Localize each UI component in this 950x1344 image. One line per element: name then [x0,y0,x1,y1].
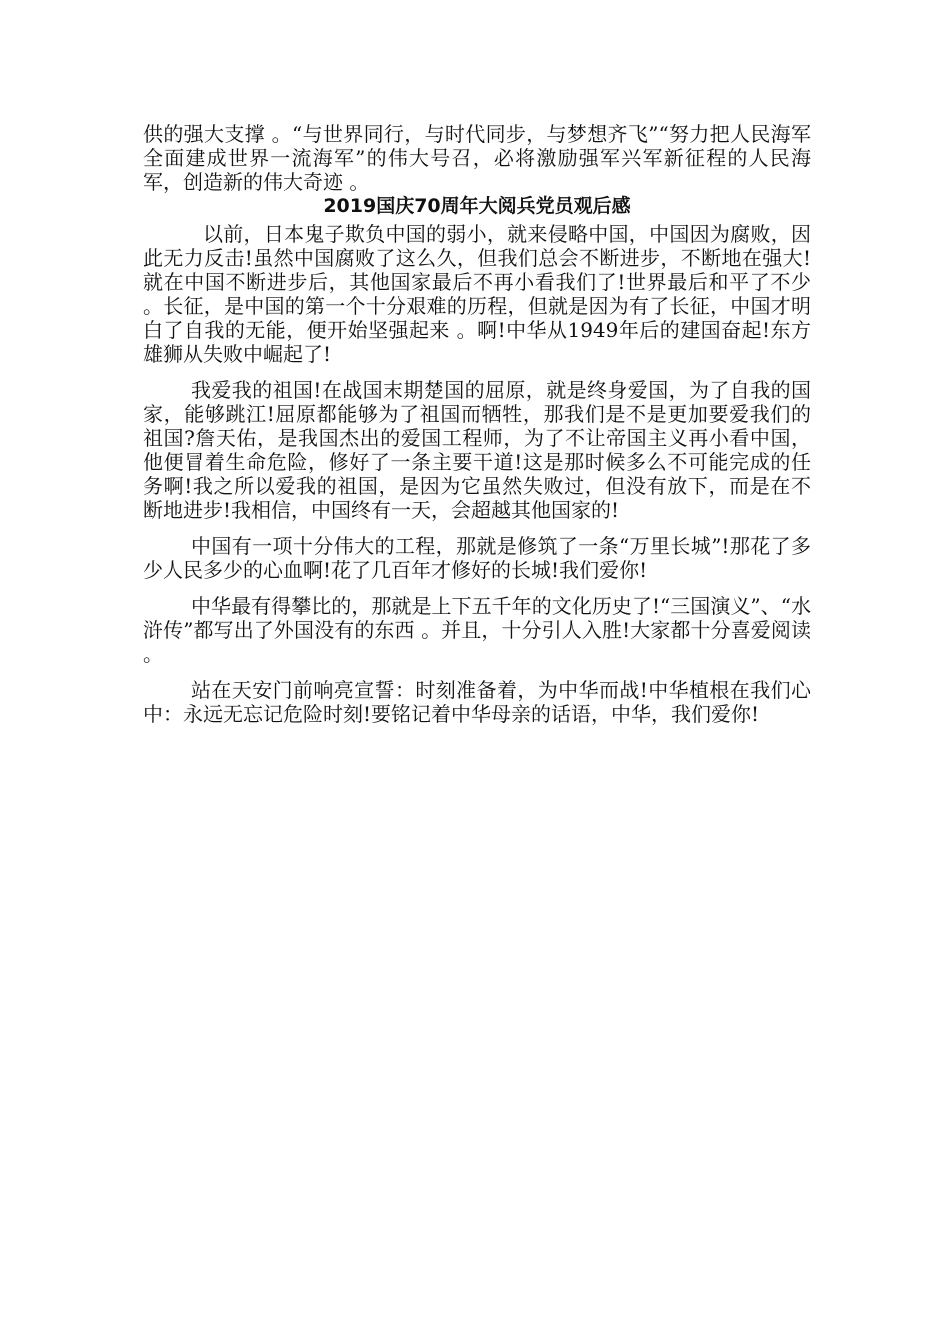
article-title: 2019国庆70周年大阅兵党员观后感 [323,195,631,217]
paragraph-4: 中华最有得攀比的，那就是上下五千年的文化历史了!“三国演义”、“水浒传”都写出了外国没有的东西 。并且，十分引人入胜!大家都十分喜爱阅读 。 [143,594,811,666]
document-body [143,122,811,726]
continuation-paragraph: 供的强大支撑 。“与世界同行，与时代同步，与梦想齐飞”“努力把人民海军全面建成世界一流海军”的伟大号召，必将激励强军兴军新征程的人民海军，创造新的伟大奇迹 。 [143,122,811,194]
paragraph-5: 站在天安门前响亮宣誓：时刻准备着，为中华而战!中华植根在我们心中：永远无忘记危险时刻!要铭记着中华母亲的话语，中华，我们爱你! [143,678,811,726]
paragraph-1: 以前，日本鬼子欺负中国的弱小，就来侵略中国，中国因为腐败，因此无力反击!虽然中国腐败了这么久，但我们总会不断进步，不断地在强大!就在中国不断进步后，其他国家最后不再小看我们了!世界最后和平了不少 。长征，是中国的第一个十分艰难的历程，但就是因为有了长征，中国才明白了自我的无能，便开始坚强起来 。啊!中华从1949年后的建国奋起!东方雄狮从失败中崛起了! [143,222,811,366]
paragraph-2: 我爱我的祖国!在战国末期楚国的屈原，就是终身爱国，为了自我的国家，能够跳江!屈原都能够为了祖国而牺牲，那我们是不是更加要爱我们的祖国?詹天佑，是我国杰出的爱国工程师，为了不让帝国主义再小看中国，他便冒着生命危险，修好了一条主要干道!这是那时候多么不可能完成的任务啊!我之所以爱我的祖国，是因为它虽然失败过，但没有放下，而是在不断地进步!我相信，中国终有一天，会超越其他国家的! [143,378,811,522]
paragraph-3: 中国有一项十分伟大的工程，那就是修筑了一条“万里长城”!那花了多少人民多少的心血啊!花了几百年才修好的长城!我们爱你! [143,534,811,582]
